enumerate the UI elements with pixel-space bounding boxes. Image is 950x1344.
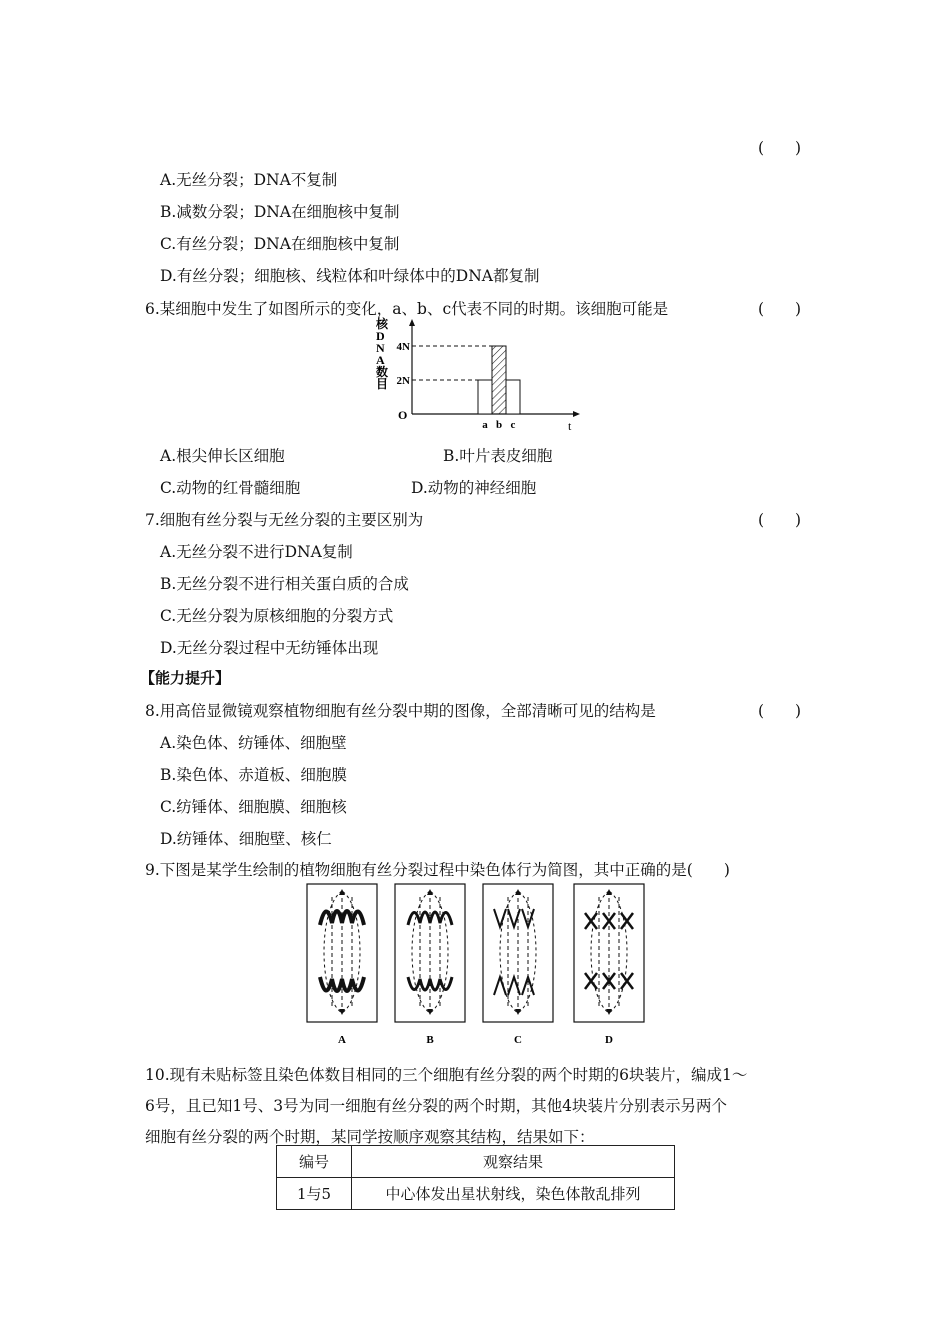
panel-b-cell xyxy=(395,884,465,1022)
y-axis-arrow xyxy=(409,319,415,326)
panel-c-cell xyxy=(483,884,553,1022)
bar-a xyxy=(478,380,492,414)
table-header-result: 观察结果 xyxy=(352,1146,675,1178)
panel-d-cell xyxy=(574,884,644,1022)
observation-table xyxy=(276,1145,675,1210)
x-tick-label-a: a xyxy=(482,419,488,431)
bar-c xyxy=(506,380,520,414)
q5-option-b: B.减数分裂；DNA在细胞核中复制 xyxy=(160,203,400,221)
q6-option-c: C.动物的红骨髓细胞 xyxy=(160,479,301,497)
q6-option-d: D.动物的神经细胞 xyxy=(411,479,537,497)
q5-answer-bracket: ( ) xyxy=(758,139,802,157)
table-row xyxy=(277,1178,675,1210)
q7-option-d: D.无丝分裂过程中无纺锤体出现 xyxy=(160,639,379,657)
y-axis-label: 核 D N A 数目 xyxy=(376,317,389,391)
q6-stem: 6.某细胞中发生了如图所示的变化，a、b、c代表不同的时期。该细胞可能是 xyxy=(145,300,669,318)
table-cell-number: 1与5 xyxy=(277,1178,352,1210)
q8-option-c: C.纺锤体、细胞膜、细胞核 xyxy=(160,798,347,816)
section-heading: 【能力提升】 xyxy=(140,669,231,687)
q7-option-c: C.无丝分裂为原核细胞的分裂方式 xyxy=(160,607,394,625)
x-tick-label-c: c xyxy=(510,419,516,431)
q8-option-d: D.纺锤体、细胞壁、核仁 xyxy=(160,830,332,848)
q6-option-a: A.根尖伸长区细胞 xyxy=(160,447,285,465)
q5-option-c: C.有丝分裂；DNA在细胞核中复制 xyxy=(160,235,400,253)
x-axis-label: t xyxy=(568,419,572,431)
q8-stem: 8.用高倍显微镜观察植物细胞有丝分裂中期的图像，全部清晰可见的结构是 xyxy=(145,702,656,720)
origin-label: O xyxy=(398,408,408,422)
q10-line-2: 6号，且已知1号、3号为同一细胞有丝分裂的两个时期，其他4块装片分别表示另两个 xyxy=(145,1097,727,1115)
table-header-row xyxy=(277,1146,675,1178)
table-cell-result: 中心体发出星状射线，染色体散乱排列 xyxy=(352,1178,675,1210)
x-axis-arrow xyxy=(573,411,580,417)
q8-option-b: B.染色体、赤道板、细胞膜 xyxy=(160,766,347,784)
q9-stem: 9.下图是某学生绘制的植物细胞有丝分裂过程中染色体行为简图，其中正确的是( ) xyxy=(145,861,730,879)
q10-line-3: 细胞有丝分裂的两个时期，某同学按顺序观察其结构，结果如下： xyxy=(145,1128,595,1146)
y-tick-label-1: 4N xyxy=(396,341,410,353)
x-tick-label-b: b xyxy=(495,419,503,431)
panel-d-label: D xyxy=(605,1034,613,1046)
dna-content-chart xyxy=(370,316,600,431)
panel-b-label: B xyxy=(426,1034,434,1046)
q8-option-a: A.染色体、纺锤体、细胞壁 xyxy=(160,734,347,752)
q6-option-b: B.叶片表皮细胞 xyxy=(443,447,553,465)
q5-option-d: D.有丝分裂；细胞核、线粒体和叶绿体中的DNA都复制 xyxy=(160,267,540,285)
q8-answer-bracket: ( ) xyxy=(758,702,802,720)
table-header-number: 编号 xyxy=(277,1146,352,1178)
q7-stem: 7.细胞有丝分裂与无丝分裂的主要区别为 xyxy=(145,511,424,529)
mitosis-figure xyxy=(300,877,650,1047)
q7-option-b: B.无丝分裂不进行相关蛋白质的合成 xyxy=(160,575,409,593)
q10-line-1: 10.现有未贴标签且染色体数目相同的三个细胞有丝分裂的两个时期的6块装片，编成1～ xyxy=(145,1066,748,1084)
panel-a-label: A xyxy=(338,1034,346,1046)
q7-answer-bracket: ( ) xyxy=(758,511,802,529)
panel-a-cell xyxy=(307,884,377,1022)
q5-option-a: A.无丝分裂；DNA不复制 xyxy=(160,171,338,189)
y-tick-label-0: 2N xyxy=(396,375,410,387)
q7-option-a: A.无丝分裂不进行DNA复制 xyxy=(160,543,353,561)
panel-c-label: C xyxy=(514,1034,522,1046)
q6-answer-bracket: ( ) xyxy=(758,300,802,318)
bar-b xyxy=(492,346,506,414)
